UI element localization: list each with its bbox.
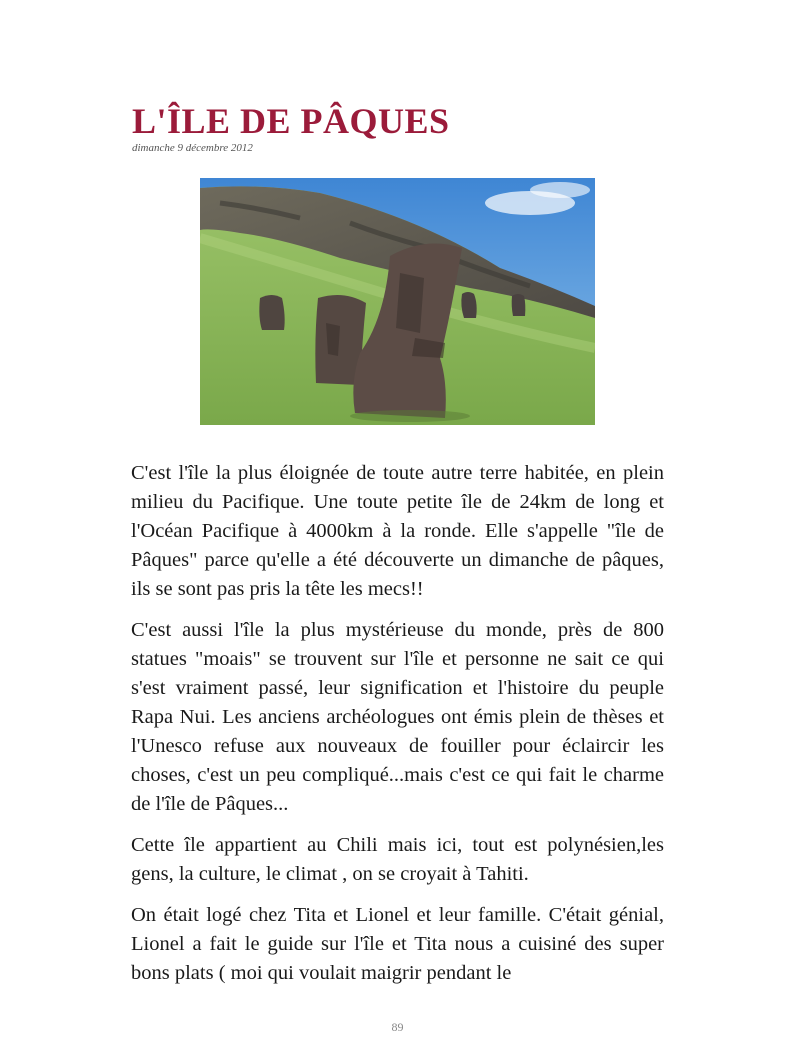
article-title: L'ÎLE DE PÂQUES [132,101,450,141]
article-date: dimanche 9 décembre 2012 [132,142,253,154]
paragraph-4: On était logé chez Tita et Lionel et leur famille. C'était génial, Lionel a fait le guide sur l'île et Tita nous a cuisiné des super bons plats ( moi qui voulait maigrir pendant le [131,904,664,984]
page-number: 89 [391,1020,404,1034]
moai-far-right [512,294,526,316]
moai-small-left [259,295,284,330]
article-body [131,459,664,1000]
moai-small-right [461,292,476,318]
paragraph-3: Cette île appartient au Chili mais ici, tout est polynésien,les gens, la culture, le climat , on se croyait à Tahiti. [131,834,664,885]
moai-photo [200,178,595,425]
paragraph-2: C'est aussi l'île la plus mystérieuse du monde, près de 800 statues "moais" se trouvent sur l'île et personne ne sait ce qui s'est vraiment passé, leur signification et l'histoire du peuple Rapa Nui. Les anciens archéologues ont émis plein de thèses et l'Unesco refuse aux nouveaux de fouiller pour éclaircir les choses, c'est un peu compliqué...mais c'est ce qui fait le charme de l'île de Pâques... [131,619,664,815]
moai-illustration [200,178,595,425]
paragraph-1: C'est l'île la plus éloignée de toute autre terre habitée, en plein milieu du Pacifique. Une toute petite île de 24km de long et l'Océan Pacifique à 4000km à la ronde. Elle s'appelle "île de Pâques" parce qu'elle a été découverte un dimanche de pâques, ils se sont pas pris la tête les mecs!! [131,462,664,600]
